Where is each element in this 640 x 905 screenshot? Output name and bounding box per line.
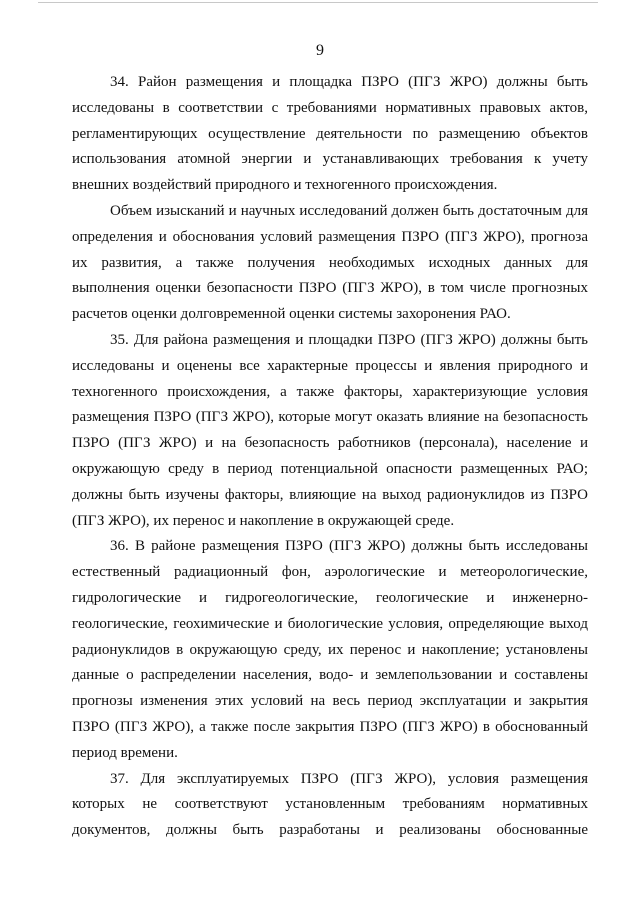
scan-top-edge <box>38 2 598 3</box>
paragraph-35: 35. Для района размещения и площадки ПЗРО (ПГЗ ЖРО) должны быть исследованы и оценены все характерные процессы и явления природного и техногенного происхождения, а также факторы, характеризующие условия размещения ПЗРО (ПГЗ ЖРО), которые могут оказать влияние на безопасность ПЗРО (ПГЗ ЖРО) и на безопасность работников (персонала), население и окружающую среду в период потенциальной опасности размещенных РАО; должны быть изучены факторы, влияющие на выход радионуклидов из ПЗРО (ПГЗ ЖРО), их перенос и накопление в окружающей среде. <box>72 331 588 529</box>
paragraph-36: 36. В районе размещения ПЗРО (ПГЗ ЖРО) должны быть исследованы естественный радиационный фон, аэрологические и метеорологические, гидрологические и гидрогеологические, геологические и инженерно-геологические, геохимические и биологические условия, определяющие выход радионуклидов в окружающую среду, их перенос и накопление; установлены данные о распределении населения, водо- и землепользовании и составлены прогнозы изменения этих условий на весь период эксплуатации и закрытия ПЗРО (ПГЗ ЖРО), а также после закрытия ПЗРО (ПГЗ ЖРО) в обоснованный период времени. <box>72 538 588 761</box>
document-body <box>72 70 588 844</box>
paragraph-34: 34. Район размещения и площадка ПЗРО (ПГЗ ЖРО) должны быть исследованы в соответствии с требованиями нормативных правовых актов, регламентирующих осуществление деятельности по размещению объектов использования атомной энергии и устанавливающих требования к учету внешних воздействий природного и техногенного происхождения. <box>72 74 588 194</box>
paragraph-34-continued: Объем изысканий и научных исследований должен быть достаточным для определения и обоснования условий размещения ПЗРО (ПГЗ ЖРО), прогноза их развития, а также получения необходимых исходных данных для выполнения оценки безопасности ПЗРО (ПГЗ ЖРО), в том числе прогнозных расчетов оценки долговременной оценки системы захоронения РАО. <box>72 202 588 323</box>
paragraph-37: 37. Для эксплуатируемых ПЗРО (ПГЗ ЖРО), условия размещения которых не соответствуют установленным требованиям нормативных документов, должны быть разработаны и реализованы обоснованные <box>72 770 588 839</box>
page-number: 9 <box>316 42 324 59</box>
